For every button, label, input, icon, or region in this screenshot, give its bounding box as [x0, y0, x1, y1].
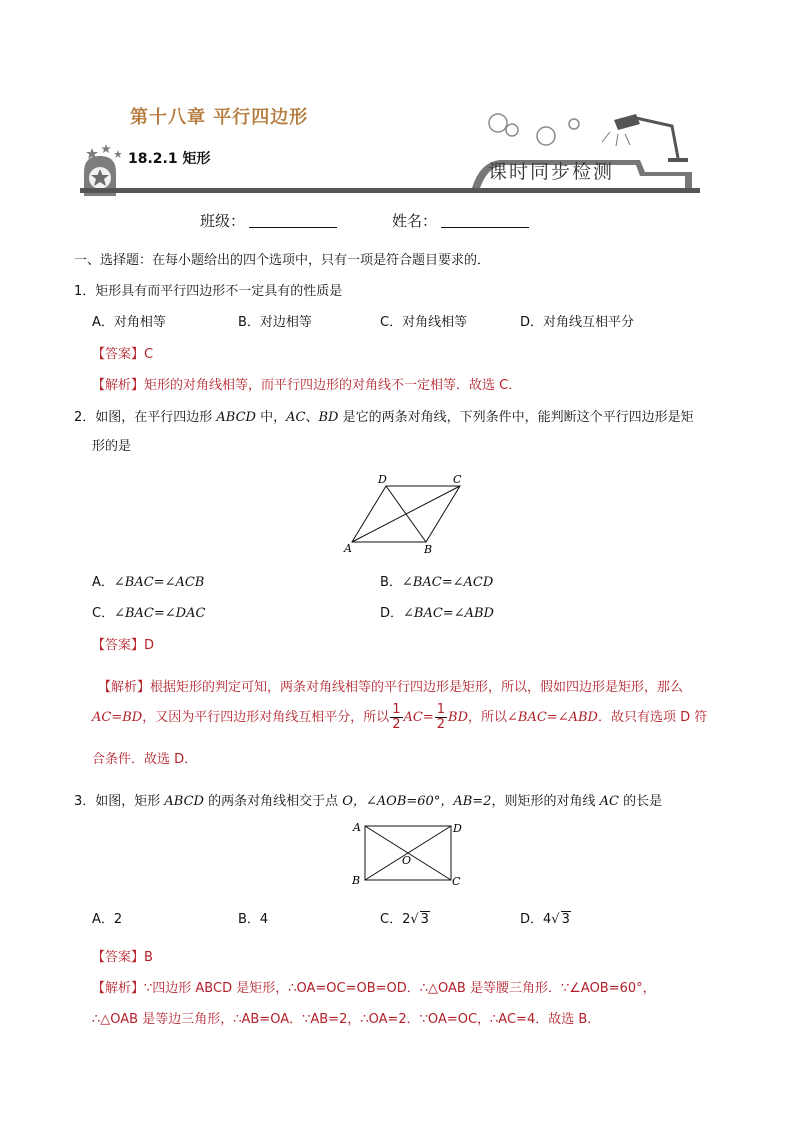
fraction-numerator: 1: [392, 702, 401, 717]
q3-label-o: O: [402, 854, 412, 867]
q2-stem-text: 中，: [255, 410, 287, 425]
q1-answer: [92, 343, 153, 362]
q2-option-c: [92, 602, 205, 621]
q2-option-d: [380, 602, 494, 621]
q3-answer: [92, 946, 153, 965]
option-letter: B．: [380, 575, 402, 590]
q2-stem-ac: AC: [286, 410, 306, 425]
q3-stem-abcd: ABCD: [164, 794, 204, 809]
class-input[interactable]: [249, 213, 337, 228]
answer-label: 【答案】: [92, 347, 145, 362]
option-expr: ∠BAC=∠DAC: [114, 606, 206, 621]
q1-analysis-text: 矩形的对角线相等，而平行四边形的对角线不一定相等．故选 C．: [144, 378, 522, 393]
desk-lamp-icon: [602, 114, 688, 162]
q3-label-b: B: [352, 874, 361, 887]
option-value: 4: [543, 912, 552, 927]
option-letter: C．: [92, 606, 115, 621]
q2-analysis-text: ．故只有选项 D 符: [597, 710, 708, 725]
q2-stem-text: 、: [305, 410, 319, 425]
q2-analysis-expr: ∠BAC=∠ABD: [507, 710, 598, 725]
class-field-row: [200, 210, 337, 231]
q1-stem: 1．矩形具有而平行四边形不一定具有的性质是: [74, 284, 343, 299]
q2-option-a: [92, 571, 204, 590]
q3-stem-text: ，则矩形的对角线: [491, 794, 600, 809]
sqrt-icon: √: [551, 912, 560, 927]
name-field-row: [392, 210, 529, 231]
q3-stem-ac: AC: [599, 794, 619, 809]
q3-stem-text: 的长是: [618, 794, 663, 809]
q1-option-c: C．对角线相等: [380, 315, 468, 330]
option-value: 4: [259, 912, 269, 927]
q3-stem-condition: ，∠AOB=60°，AB=2: [352, 794, 492, 809]
q3-analysis-text: ∵四边形 ABCD 是矩形，∴OA=OC=OB=OD．∴△OAB 是等腰三角形．∵∠AOB=60°，: [144, 981, 656, 996]
banner-text: 课时同步检测: [488, 161, 615, 183]
q2-stem-abcd: ABCD: [216, 410, 256, 425]
fraction-numerator: 1: [436, 702, 446, 717]
answer-label: 【答案】: [92, 950, 145, 965]
q1-option-b: B．对边相等: [238, 315, 312, 330]
q1-option-d: D．对角线互相平分: [520, 315, 635, 330]
q2-label-a: A: [344, 542, 352, 555]
option-letter: A．: [92, 912, 114, 927]
fraction-denominator: 2: [392, 717, 401, 732]
q3-stem-o: O: [342, 794, 353, 809]
q3-stem-text: 的两条对角线相交于点: [203, 794, 343, 809]
answer-label: 【答案】: [92, 638, 145, 653]
q2-analysis-line2: [92, 703, 707, 732]
q3-option-a: [92, 908, 122, 927]
q3-analysis-line1: [92, 977, 656, 996]
q2-parallelogram-figure: [340, 470, 470, 556]
class-label: 班级：: [200, 212, 246, 230]
q1-answer-value: C: [144, 347, 154, 362]
fraction-one-half: [390, 703, 402, 732]
q2-stem-text: 是它的两条对角线，下列条件中，能判断这个平行四边形是矩: [338, 410, 694, 425]
option-expr: ∠BAC=∠ACD: [401, 575, 494, 590]
name-label: 姓名：: [392, 212, 438, 230]
option-letter: C．: [380, 912, 403, 927]
name-input[interactable]: [441, 213, 529, 228]
q3-stem: [74, 790, 662, 809]
q2-analysis-text: ，又因为平行四边形对角线互相平分，所以: [142, 710, 390, 725]
q2-analysis-line3: 合条件．故选 D．: [92, 752, 198, 767]
q2-label-c: C: [453, 473, 462, 486]
sqrt-icon: √: [410, 912, 419, 927]
sqrt-radicand: 3: [420, 912, 429, 927]
option-letter: D．: [380, 606, 404, 621]
option-value: 2: [113, 912, 123, 927]
option-expr: ∠BAC=∠ABD: [403, 606, 494, 621]
q1-option-a: A．对角相等: [92, 315, 166, 330]
section-title: 18.2.1 矩形: [128, 151, 211, 167]
q2-option-b: [380, 571, 493, 590]
q2-analysis-expr: AC=BD: [92, 710, 143, 725]
q2-stem-bd: BD: [318, 410, 339, 425]
q3-rectangle-figure: [345, 818, 470, 890]
q2-stem-line2: 形的是: [92, 439, 132, 454]
q3-option-c: [380, 908, 430, 927]
q3-analysis-line2: ∴△OAB 是等边三角形，∴AB=OA．∵AB=2，∴OA=2．∵OA=OC，∴AC=4．故选 B．: [92, 1012, 601, 1027]
q3-option-b: [238, 908, 268, 927]
fraction-denominator: 2: [436, 717, 446, 732]
bubble-icon: [537, 127, 555, 145]
q2-stem-text: 2．如图，在平行四边形: [74, 410, 217, 425]
option-letter: B．: [238, 912, 260, 927]
q2-analysis-text: 根据矩形的判定可知，两条对角线相等的平行四边形是矩形，所以，假如四边形是矩形，那么: [150, 680, 684, 695]
q3-option-d: [520, 908, 571, 927]
header-banner: [80, 110, 700, 202]
q2-analysis-line1: [98, 676, 683, 695]
q2-stem-line1: [74, 406, 694, 425]
q3-label-d: D: [453, 822, 462, 835]
option-value: 2: [402, 912, 411, 927]
q2-analysis-expr: BD: [448, 710, 469, 725]
q3-label-c: C: [452, 875, 461, 888]
q2-label-d: D: [378, 473, 387, 486]
analysis-label: 【解析】: [98, 680, 151, 695]
bubble-icon: [489, 114, 507, 132]
analysis-label: 【解析】: [92, 981, 145, 996]
option-letter: A．: [92, 575, 114, 590]
q3-label-a: A: [353, 821, 361, 834]
fraction-one-half: [435, 703, 447, 732]
section-instruction: 一、选择题：在每小题给出的四个选项中，只有一项是符合题目要求的．: [74, 253, 491, 268]
bubble-icon: [506, 124, 518, 136]
sqrt-radicand: 3: [561, 912, 570, 927]
option-expr: ∠BAC=∠ACB: [113, 575, 205, 590]
analysis-label: 【解析】: [92, 378, 145, 393]
chapter-title: 第十八章 平行四边形: [130, 107, 309, 128]
bubble-icon: [569, 119, 579, 129]
q2-answer: [92, 634, 154, 653]
q3-answer-value: B: [144, 950, 153, 965]
q2-answer-value: D: [144, 638, 155, 653]
q1-analysis: [92, 374, 521, 393]
q3-stem-text: 3．如图，矩形: [74, 794, 165, 809]
q2-label-b: B: [424, 543, 433, 556]
option-letter: D．: [520, 912, 544, 927]
q2-analysis-text: ，所以: [468, 710, 508, 725]
q2-analysis-expr: AC=: [403, 710, 434, 725]
